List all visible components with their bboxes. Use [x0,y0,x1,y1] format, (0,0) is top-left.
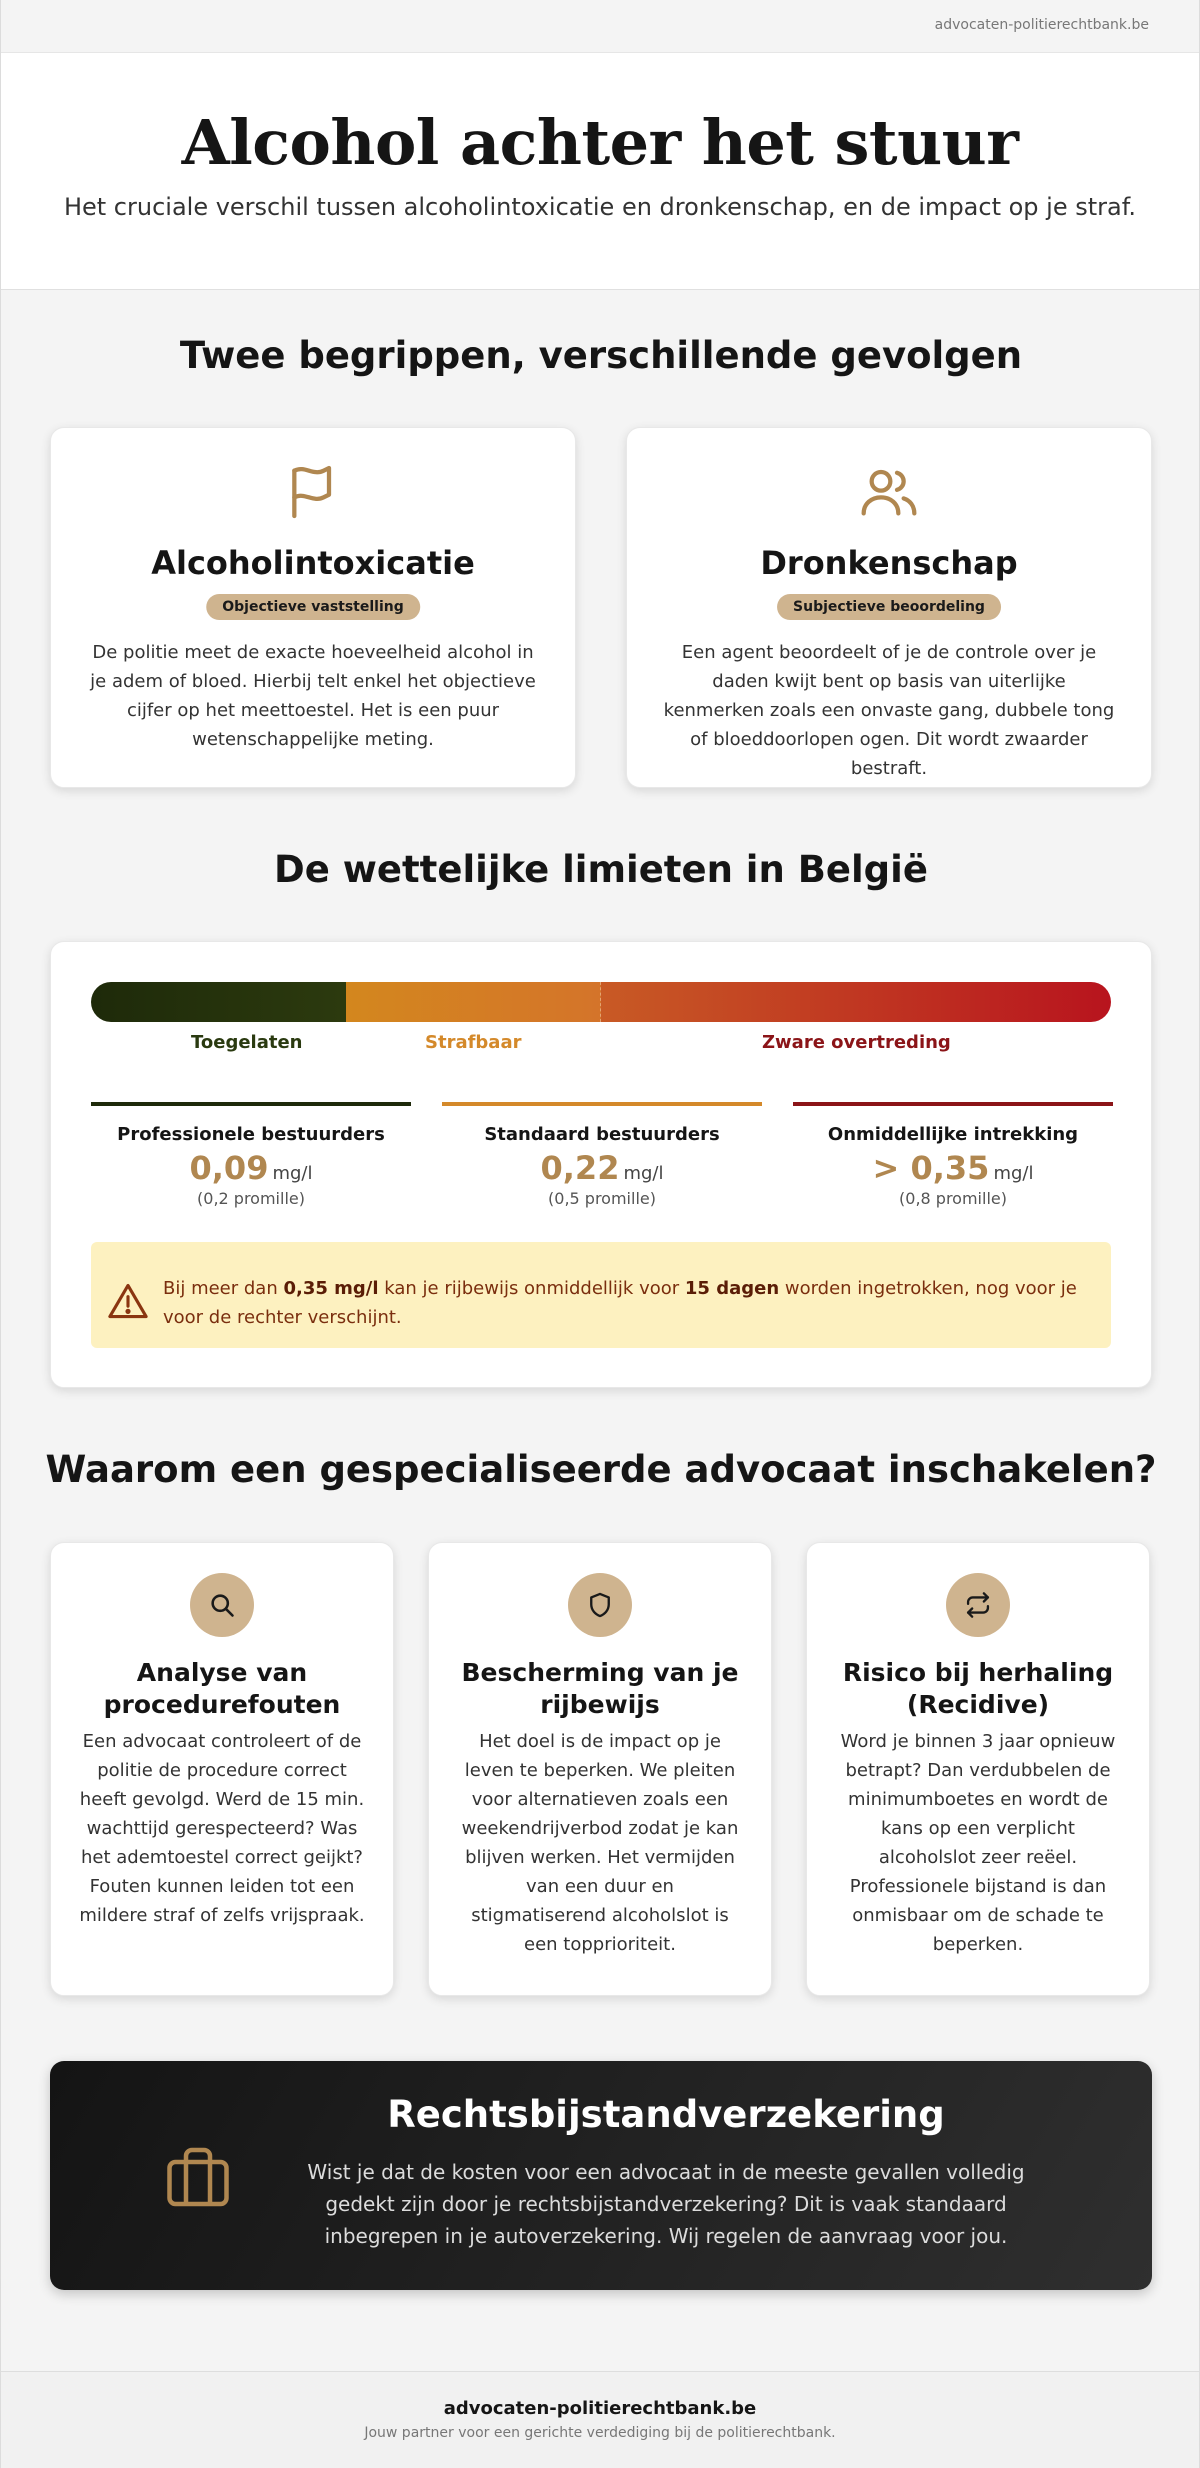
tier-promille: (0,2 promille) [197,1189,305,1208]
page-title: Alcohol achter het stuur [181,106,1019,179]
footer [1,2371,1199,2468]
tier-standard [442,1102,762,1208]
why-title: Risico bij herhaling (Recidive) [842,1658,1114,1719]
concept-title: Dronkenschap [760,544,1018,582]
tier-promille: (0,8 promille) [899,1189,1007,1208]
tier-name: Onmiddellijke intrekking [827,1124,1079,1145]
scale-label-punishable: Strafbaar [425,1032,522,1053]
shield-icon [568,1573,632,1637]
users-icon [627,460,1151,524]
tier-withdrawal [793,1102,1113,1208]
why-card-procedure [50,1542,394,1996]
concept-card-dronkenschap [626,427,1152,788]
tier-value: > 0,35 mg/l [872,1149,1034,1187]
why-card-recidive [806,1542,1150,1996]
scale-label-severe: Zware overtreding [762,1032,951,1053]
scale-segment-severe [601,982,1111,1022]
tier-name: Professionele bestuurders [117,1124,385,1145]
withdrawal-alert [91,1242,1111,1348]
limits-heading: De wettelijke limieten in België [274,848,928,891]
briefcase-icon [162,2141,234,2217]
insurance-banner [50,2061,1152,2290]
limit-scale-bar [91,982,1111,1022]
footer-tagline: Jouw partner voor een gerichte verdediging bij de politierechtbank. [364,2425,836,2441]
warning-icon [107,1282,149,1320]
tier-promille: (0,5 promille) [548,1189,656,1208]
why-heading: Waarom een gespecialiseerde advocaat inschakelen? [45,1448,1157,1491]
hero [1,52,1199,290]
why-title: Bescherming van je rijbewijs [461,1658,739,1719]
tier-professional [91,1102,411,1208]
tier-value: 0,09 mg/l [189,1149,313,1187]
scale-segment-allowed [91,982,346,1022]
why-text: Een advocaat controleert of de politie de procedure correct heeft gevolgd. Werd de 15 min. wachttijd gerespecteerd? Was het ademtoestel correct geijkt? Fouten kunnen leiden tot een mildere straf of zelfs vrijspraak. [79,1731,365,1926]
page-subtitle: Het cruciale verschil tussen alcoholintoxicatie en dronkenschap, en de impact op je straf. [63,193,1137,222]
concept-text: Een agent beoordeelt of je de controle over je daden kwijt bent op basis van uiterlijke kenmerken zoals een onvaste gang, dubbele tong of bloeddoorlopen ogen. Dit wordt zwaarder bestraft. [663,642,1115,779]
concept-badge: Objectieve vaststelling [206,594,420,620]
repeat-icon [946,1573,1010,1637]
concept-badge: Subjectieve beoordeling [777,594,1001,620]
scale-label-allowed: Toegelaten [191,1032,303,1053]
why-text: Word je binnen 3 jaar opnieuw betrapt? Dan verdubbelen de minimumboetes en wordt de kans op een verplicht alcoholslot zeer reëel. Professionele bijstand is dan onmisbaar om de schade te beperken. [840,1731,1116,1955]
concept-text: De politie meet de exacte hoeveelheid alcohol in je adem of bloed. Hierbij telt enkel het objectieve cijfer op het meettoestel. Het is een puur wetenschappelijke meting. [90,642,536,750]
flag-icon [51,460,575,524]
insurance-text: Wist je dat de kosten voor een advocaat in de meeste gevallen volledig gedekt zijn door je rechtsbijstandverzekering? Dit is vaak standaard inbegrepen in je autoverzekering. Wij regelen de aanvraag voor jou. [307,2160,1025,2248]
search-icon [190,1573,254,1637]
tier-value: 0,22 mg/l [540,1149,664,1187]
alert-text: Bij meer dan 0,35 mg/l kan je rijbewijs onmiddellijk voor 15 dagen worden ingetrokken, nog voor je voor de rechter verschijnt. [163,1278,1077,1328]
tier-name: Standaard bestuurders [484,1124,720,1145]
concept-title: Alcoholintoxicatie [151,544,475,582]
insurance-title: Rechtsbijstandverzekering [387,2093,945,2136]
why-card-license [428,1542,772,1996]
concept-card-intoxicatie [50,427,576,788]
why-title: Analyse van procedurefouten [103,1658,341,1719]
why-text: Het doel is de impact op je leven te beperken. We pleiten voor alternatieven zoals een weekendrijverbod zodat je kan blijven werken. Het vermijden van een duur en stigmatiserend alcoholslot is een topprioriteit. [461,1731,739,1955]
scale-segment-punishable [346,982,601,1022]
top-bar [1,0,1199,52]
site-domain-link[interactable]: advocaten-politierechtbank.be [934,17,1149,33]
concepts-heading: Twee begrippen, verschillende gevolgen [179,334,1023,377]
footer-site-name: advocaten-politierechtbank.be [443,2398,757,2419]
limits-card [50,941,1152,1388]
